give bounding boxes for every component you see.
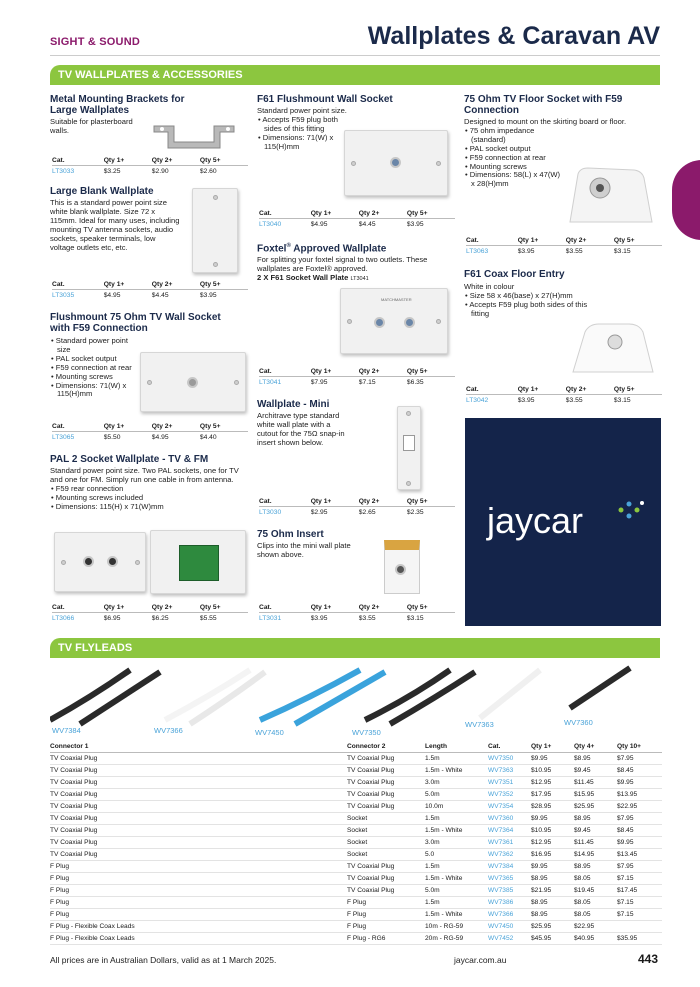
- table-row: [50, 752, 662, 764]
- price-table-foxtel: Cat. Qty 1+ Qty 2+ Qty 5+ LT3041 $7.95 $7.15 $6.35: [259, 367, 455, 388]
- price-table-insert: Cat. Qty 1+ Qty 2+ Qty 5+ LT3031 $3.95 $3.55 $3.15: [259, 603, 455, 624]
- table-row: [50, 812, 662, 824]
- table-row: [50, 776, 662, 788]
- table-row: [50, 788, 662, 800]
- table-cell: $9.95: [531, 860, 574, 872]
- price-table-floor75: Cat. Qty 1+ Qty 2+ Qty 5+ LT3063 $3.95 $3.55 $3.15: [466, 236, 662, 257]
- table-cell: $8.95: [574, 860, 617, 872]
- price-table-f61floor: Cat. Qty 1+ Qty 2+ Qty 5+ LT3042 $3.95 $3.55 $3.15: [466, 385, 662, 406]
- table-cell: $21.95: [531, 885, 574, 897]
- product-bullets: • F59 rear connection • Mounting screws included • Dimensions: 115(H) x 71(W)mm: [51, 483, 164, 511]
- product-desc: For splitting your foxtel signal to two outlets. These wallplates are Foxtel® approved.: [257, 255, 428, 274]
- price-table-mini: Cat. Qty 1+ Qty 2+ Qty 5+ LT3030 $2.95 $2.65 $2.35: [259, 497, 455, 518]
- cat-number[interactable]: WV7384: [488, 860, 531, 872]
- column-header: Cat.: [488, 742, 531, 752]
- product-title: 75 Ohm TV Floor Socket with F59 Connection: [464, 94, 623, 116]
- table-row: [50, 872, 662, 884]
- table-cell: TV Coaxial Plug: [50, 848, 347, 860]
- flylead-label: WV7366: [154, 726, 183, 735]
- product-desc: Clips into the mini wall plate shown above.: [257, 541, 351, 559]
- product-desc: Standard power point size. Two PAL sockets, one for TV and one for FM. Simply run one cable in from antenna.: [50, 466, 239, 484]
- table-cell: $11.45: [574, 836, 617, 848]
- table-cell: $17.95: [531, 788, 574, 800]
- flylead-label: WV7360: [564, 718, 593, 727]
- table-cell: 1.5m - White: [425, 824, 488, 836]
- table-cell: F Plug: [347, 897, 425, 909]
- cat-number[interactable]: WV7360: [488, 812, 531, 824]
- cat-number[interactable]: LT3035: [52, 292, 75, 299]
- table-cell: $7.15: [617, 872, 662, 884]
- product-title: Flushmount 75 Ohm TV Wall Socket with F59 Connection: [50, 312, 221, 334]
- cat-number[interactable]: LT3066: [52, 615, 75, 622]
- table-cell: $9.95: [531, 752, 574, 764]
- table-cell: 1.5m - White: [425, 764, 488, 776]
- table-cell: 3.0m: [425, 836, 488, 848]
- table-row: [50, 909, 662, 921]
- table-cell: $8.95: [531, 909, 574, 921]
- section-bar-flyleads: TV FLYLEADS: [50, 638, 660, 658]
- table-cell: F Plug: [50, 909, 347, 921]
- column-header: Connector 2: [347, 742, 425, 752]
- table-cell: $8.95: [531, 872, 574, 884]
- cat-number[interactable]: LT3030: [259, 509, 282, 516]
- table-cell: TV Coaxial Plug: [50, 764, 347, 776]
- column-header: Qty 10+: [617, 742, 662, 752]
- table-cell: TV Coaxial Plug: [50, 800, 347, 812]
- table-cell: $8.95: [574, 812, 617, 824]
- cat-number[interactable]: WV7350: [488, 752, 531, 764]
- table-cell: 1.5m: [425, 752, 488, 764]
- flylead-label: WV7384: [52, 726, 81, 735]
- table-cell: TV Coaxial Plug: [50, 788, 347, 800]
- table-cell: F Plug: [50, 872, 347, 884]
- flylead-label: WV7450: [255, 728, 284, 737]
- table-cell: TV Coaxial Plug: [347, 860, 425, 872]
- table-cell: $8.45: [617, 764, 662, 776]
- table-cell: $19.45: [574, 885, 617, 897]
- product-title: Metal Mounting Brackets for Large Wallplates: [50, 94, 185, 116]
- table-cell: 1.5m - White: [425, 909, 488, 921]
- pal2-rear-image: [150, 530, 246, 594]
- cat-number[interactable]: WV7385: [488, 885, 531, 897]
- table-cell: TV Coaxial Plug: [347, 800, 425, 812]
- table-cell: Socket: [347, 836, 425, 848]
- cat-number[interactable]: LT3063: [466, 248, 489, 255]
- table-cell: Socket: [347, 848, 425, 860]
- cat-number[interactable]: WV7362: [488, 848, 531, 860]
- table-row: [50, 764, 662, 776]
- cat-number[interactable]: WV7352: [488, 788, 531, 800]
- column-header: Qty 4+: [574, 742, 617, 752]
- table-cell: F Plug: [347, 921, 425, 933]
- header-divider: [50, 55, 660, 56]
- table-cell: TV Coaxial Plug: [347, 776, 425, 788]
- table-cell: TV Coaxial Plug: [347, 788, 425, 800]
- table-cell: 20m - RG-59: [425, 933, 488, 945]
- table-cell: F Plug: [50, 885, 347, 897]
- price-table-flush75: Cat. Qty 1+ Qty 2+ Qty 5+ LT3065 $5.50 $4.95 $4.40: [52, 422, 248, 443]
- insert-image: [384, 540, 420, 594]
- table-cell: $16.95: [531, 848, 574, 860]
- table-cell: $7.95: [617, 752, 662, 764]
- table-cell: $35.95: [617, 933, 662, 945]
- table-cell: $28.95: [531, 800, 574, 812]
- product-title: F61 Flushmount Wall Socket: [257, 94, 393, 105]
- table-cell: $7.95: [617, 812, 662, 824]
- table-cell: $9.95: [531, 812, 574, 824]
- blank-plate-image: [192, 188, 238, 273]
- table-cell: 3.0m: [425, 776, 488, 788]
- table-cell: $7.15: [617, 909, 662, 921]
- table-cell: $8.95: [531, 897, 574, 909]
- table-cell: F Plug - RG6: [347, 933, 425, 945]
- table-cell: F Plug - Flexible Coax Leads: [50, 921, 347, 933]
- table-cell: $7.95: [617, 860, 662, 872]
- product-desc: Standard power point size.: [257, 106, 347, 115]
- product-bullets: • 75 ohm impedance (standard) • PAL socket output • F59 connection at rear • Mounting screws • Dimensions: 58(L) x 47(W) x 28(H)mm: [465, 125, 561, 189]
- brand-dots-icon: [615, 498, 645, 522]
- table-cell: $8.05: [574, 897, 617, 909]
- product-title: Large Blank Wallplate: [50, 186, 154, 197]
- mini-plate-image: [397, 406, 421, 490]
- table-row: [50, 860, 662, 872]
- footer-note: All prices are in Australian Dollars, valid as at 1 March 2025.: [50, 955, 277, 965]
- f61floor-image: [565, 318, 657, 380]
- table-cell: $15.95: [574, 788, 617, 800]
- product-desc: This is a standard power point size white blank wallplate. Size 72 x 115mm. Ideal for many uses, including mounting TV antenna sockets, audio sockets, speaker terminals, low voltage outlets etc, etc.: [50, 198, 180, 252]
- bracket-image: [148, 118, 240, 154]
- table-cell: TV Coaxial Plug: [347, 872, 425, 884]
- product-f61floor: [464, 269, 664, 319]
- page-number: 443: [638, 952, 659, 966]
- floor75-image: [560, 162, 656, 232]
- table-cell: $25.95: [574, 800, 617, 812]
- cat-number[interactable]: WV7450: [488, 921, 531, 933]
- product-mini: [257, 399, 353, 448]
- cat-number[interactable]: WV7366: [488, 909, 531, 921]
- table-cell: 1.5m: [425, 860, 488, 872]
- f61flush-plate-image: [344, 130, 448, 196]
- product-title: Foxtel® Approved Wallplate: [257, 243, 387, 255]
- table-cell: $40.95: [574, 933, 617, 945]
- product-pal2: [50, 454, 246, 512]
- table-cell: TV Coaxial Plug: [50, 812, 347, 824]
- table-row: [50, 921, 662, 933]
- product-blank: [50, 186, 180, 252]
- product-title: Wallplate - Mini: [257, 399, 330, 410]
- table-cell: F Plug: [50, 860, 347, 872]
- table-cell: $12.95: [531, 776, 574, 788]
- table-cell: F Plug - Flexible Coax Leads: [50, 933, 347, 945]
- table-cell: 1.5m - White: [425, 872, 488, 884]
- product-subtitle: 2 X F61 Socket Wall Plate LT3041: [257, 273, 369, 283]
- table-cell: TV Coaxial Plug: [347, 764, 425, 776]
- table-cell: $9.95: [617, 836, 662, 848]
- side-tab: [672, 160, 700, 240]
- table-cell: $8.05: [574, 909, 617, 921]
- cat-number[interactable]: LT3041: [259, 379, 282, 386]
- table-cell: $17.45: [617, 885, 662, 897]
- table-cell: $8.45: [617, 824, 662, 836]
- cat-number[interactable]: LT3033: [52, 168, 75, 175]
- table-cell: $22.95: [574, 921, 617, 933]
- table-cell: $8.05: [574, 872, 617, 884]
- cat-number[interactable]: WV7364: [488, 824, 531, 836]
- table-cell: TV Coaxial Plug: [347, 885, 425, 897]
- cat-number[interactable]: WV7363: [488, 764, 531, 776]
- table-cell: Socket: [347, 812, 425, 824]
- product-title: 75 Ohm Insert: [257, 529, 324, 540]
- table-cell: $7.15: [617, 897, 662, 909]
- table-cell: 5.0m: [425, 885, 488, 897]
- table-cell: F Plug: [347, 909, 425, 921]
- table-cell: Socket: [347, 824, 425, 836]
- table-cell: $13.45: [617, 848, 662, 860]
- cat-number[interactable]: WV7386: [488, 897, 531, 909]
- price-table-blank: Cat. Qty 1+ Qty 2+ Qty 5+ LT3035 $4.95 $4.45 $3.95: [52, 280, 248, 301]
- table-cell: $14.95: [574, 848, 617, 860]
- product-title: PAL 2 Socket Wallplate - TV & FM: [50, 454, 209, 465]
- column-header: Qty 1+: [531, 742, 574, 752]
- pal2-plate-image: [54, 532, 146, 592]
- table-cell: 10.0m: [425, 800, 488, 812]
- column-header: Length: [425, 742, 488, 752]
- table-cell: TV Coaxial Plug: [347, 752, 425, 764]
- product-bullets: • Accepts F59 plug both sides of this fitting • Dimensions: 71(W) x 115(H)mm: [258, 114, 338, 151]
- column-header: Connector 1: [50, 742, 347, 752]
- table-cell: $12.95: [531, 836, 574, 848]
- table-cell: $9.45: [574, 764, 617, 776]
- cat-number[interactable]: WV7354: [488, 800, 531, 812]
- table-cell: $45.95: [531, 933, 574, 945]
- table-cell: TV Coaxial Plug: [50, 824, 347, 836]
- table-cell: F Plug: [50, 897, 347, 909]
- plate-brand: MATCHMASTER: [381, 297, 412, 302]
- table-row: [50, 848, 662, 860]
- table-cell: 5.0m: [425, 788, 488, 800]
- table-cell: 1.5m: [425, 897, 488, 909]
- cat-number[interactable]: WV7452: [488, 933, 531, 945]
- cat-number[interactable]: WV7351: [488, 776, 531, 788]
- product-insert: [257, 529, 353, 560]
- table-cell: $10.95: [531, 764, 574, 776]
- brand-logo: jaycar: [487, 500, 584, 541]
- table-cell: 5.0: [425, 848, 488, 860]
- flyleads-table: [50, 742, 662, 945]
- product-bullets: • Size 58 x 46(base) x 27(H)mm • Accepts F59 plug both sides of this fitting: [465, 290, 588, 318]
- table-cell: TV Coaxial Plug: [50, 836, 347, 848]
- price-table-brackets: Cat. Qty 1+ Qty 2+ Qty 5+ LT3033 $3.25 $2.90 $2.60: [52, 156, 248, 177]
- table-row: [50, 836, 662, 848]
- foxtel-plate-image: [340, 288, 448, 354]
- table-cell: $11.45: [574, 776, 617, 788]
- brand-panel: [465, 418, 661, 626]
- table-cell: $9.45: [574, 824, 617, 836]
- price-table-pal2: Cat. Qty 1+ Qty 2+ Qty 5+ LT3066 $6.95 $6.25 $5.55: [52, 603, 248, 624]
- product-bullets: • Standard power point size • PAL socket output • F59 connection at rear • Mounting screws • Dimensions: 71(W) x 115(H)mm: [51, 336, 132, 399]
- table-cell: TV Coaxial Plug: [50, 776, 347, 788]
- flush75-plate-image: [140, 352, 246, 412]
- table-cell: $8.95: [574, 752, 617, 764]
- product-desc: Suitable for plasterboard walls.: [50, 117, 133, 135]
- flylead-label: WV7363: [465, 720, 494, 729]
- cat-number[interactable]: LT3031: [259, 615, 282, 622]
- table-row: [50, 933, 662, 945]
- table-cell: 10m - RG-59: [425, 921, 488, 933]
- price-table-f61flush: Cat. Qty 1+ Qty 2+ Qty 5+ LT3040 $4.95 $4.45 $3.95: [259, 209, 455, 230]
- table-row: [50, 800, 662, 812]
- product-foxtel: [257, 241, 453, 284]
- cat-number[interactable]: WV7361: [488, 836, 531, 848]
- table-row: [50, 897, 662, 909]
- product-desc: White in colour: [464, 282, 515, 291]
- cat-number[interactable]: LT3065: [52, 434, 75, 441]
- table-cell: $10.95: [531, 824, 574, 836]
- table-cell: $22.95: [617, 800, 662, 812]
- product-desc: Designed to mount on the skirting board or floor.: [464, 117, 627, 126]
- section-bar-wallplates: TV WALLPLATES & ACCESSORIES: [50, 65, 660, 85]
- table-cell: [617, 921, 662, 933]
- cat-number[interactable]: LT3040: [259, 221, 282, 228]
- page-title: Wallplates & Caravan AV: [367, 22, 660, 50]
- cat-number[interactable]: LT3042: [466, 397, 489, 404]
- table-cell: $25.95: [531, 921, 574, 933]
- table-cell: 1.5m: [425, 812, 488, 824]
- cat-number[interactable]: WV7365: [488, 872, 531, 884]
- table-row: [50, 885, 662, 897]
- table-cell: $13.95: [617, 788, 662, 800]
- table-cell: TV Coaxial Plug: [50, 752, 347, 764]
- product-desc: Architrave type standard white wall plate with a cutout for the 75Ω snap-in insert shown below.: [257, 411, 345, 447]
- table-cell: $9.95: [617, 776, 662, 788]
- section-label: SIGHT & SOUND: [50, 36, 140, 48]
- product-title: F61 Coax Floor Entry: [464, 269, 565, 280]
- table-row: [50, 824, 662, 836]
- footer-site[interactable]: jaycar.com.au: [454, 955, 507, 965]
- flylead-label: WV7350: [352, 728, 381, 737]
